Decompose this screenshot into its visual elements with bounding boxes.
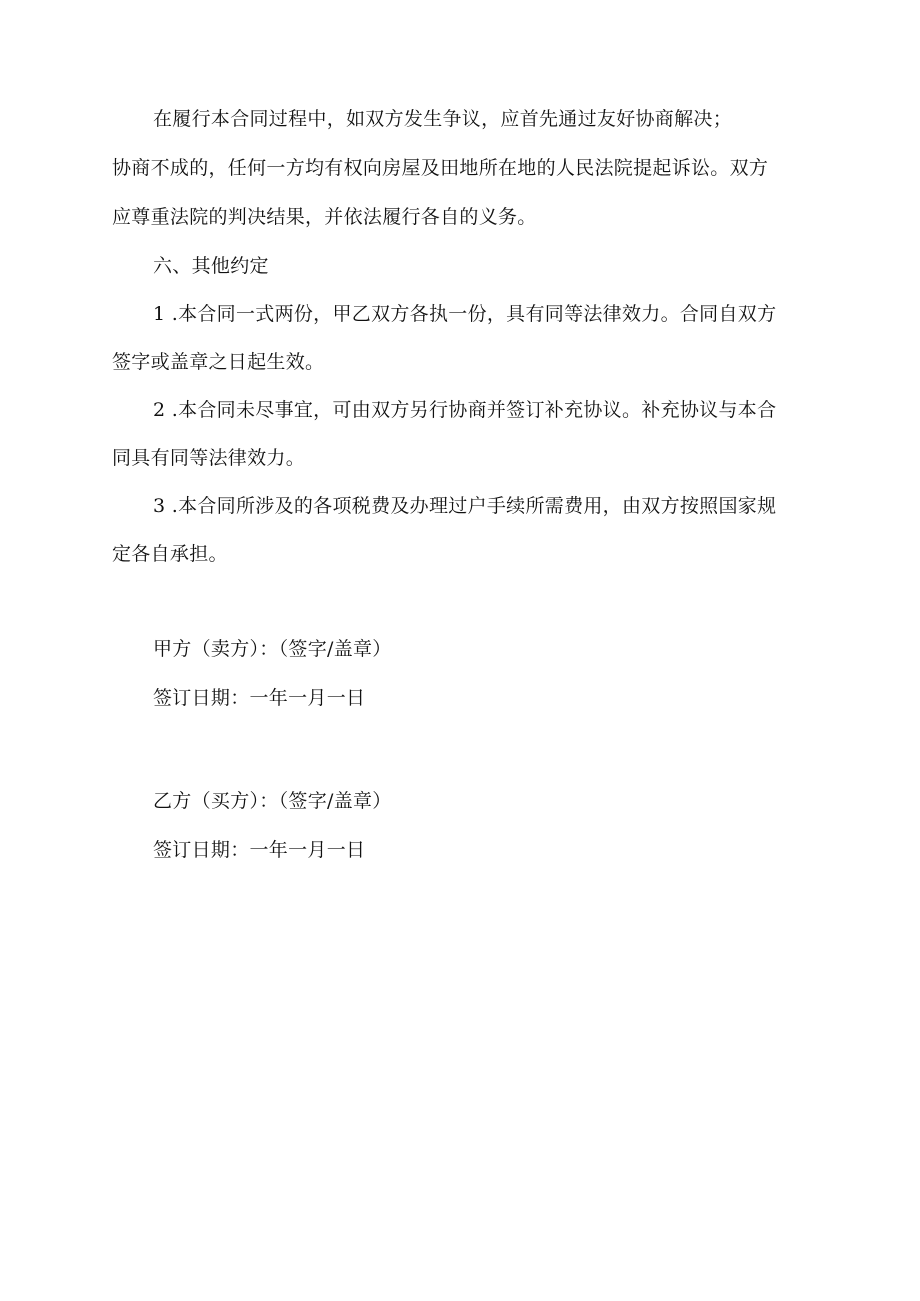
clause-3-line-2: 定各自承担。 [112, 543, 228, 565]
dispute-paragraph-line-2: 协商不成的，任何一方均有权向房屋及田地所在地的人民法院提起诉讼。双方 [112, 157, 769, 179]
dispute-paragraph-line-3: 应尊重法院的判决结果，并依法履行各自的义务。 [112, 206, 537, 228]
section-heading-other-terms: 六、其他约定 [153, 255, 269, 277]
clause-1-line-2: 签字或盖章之日起生效。 [112, 351, 325, 373]
clause-2-line-2: 同具有同等法律效力。 [112, 447, 306, 469]
party-b-date-line: 签订日期：一年一月一日 [153, 839, 366, 861]
clause-1-line-1: 1 .本合同一式两份，甲乙双方各执一份，具有同等法律效力。合同自双方 [153, 303, 777, 325]
party-a-date-line: 签订日期：一年一月一日 [153, 687, 366, 709]
clause-3-line-1: 3 .本合同所涉及的各项税费及办理过户手续所需费用，由双方按照国家规 [153, 495, 777, 517]
clause-2-line-1: 2 .本合同未尽事宜，可由双方另行协商并签订补充协议。补充协议与本合 [153, 399, 777, 421]
party-b-signature-line: 乙方（买方）：（签字/盖章） [153, 790, 392, 812]
dispute-paragraph-line-1: 在履行本合同过程中，如双方发生争议，应首先通过友好协商解决； [153, 108, 733, 130]
party-a-signature-line: 甲方（卖方）：（签字/盖章） [153, 638, 392, 660]
